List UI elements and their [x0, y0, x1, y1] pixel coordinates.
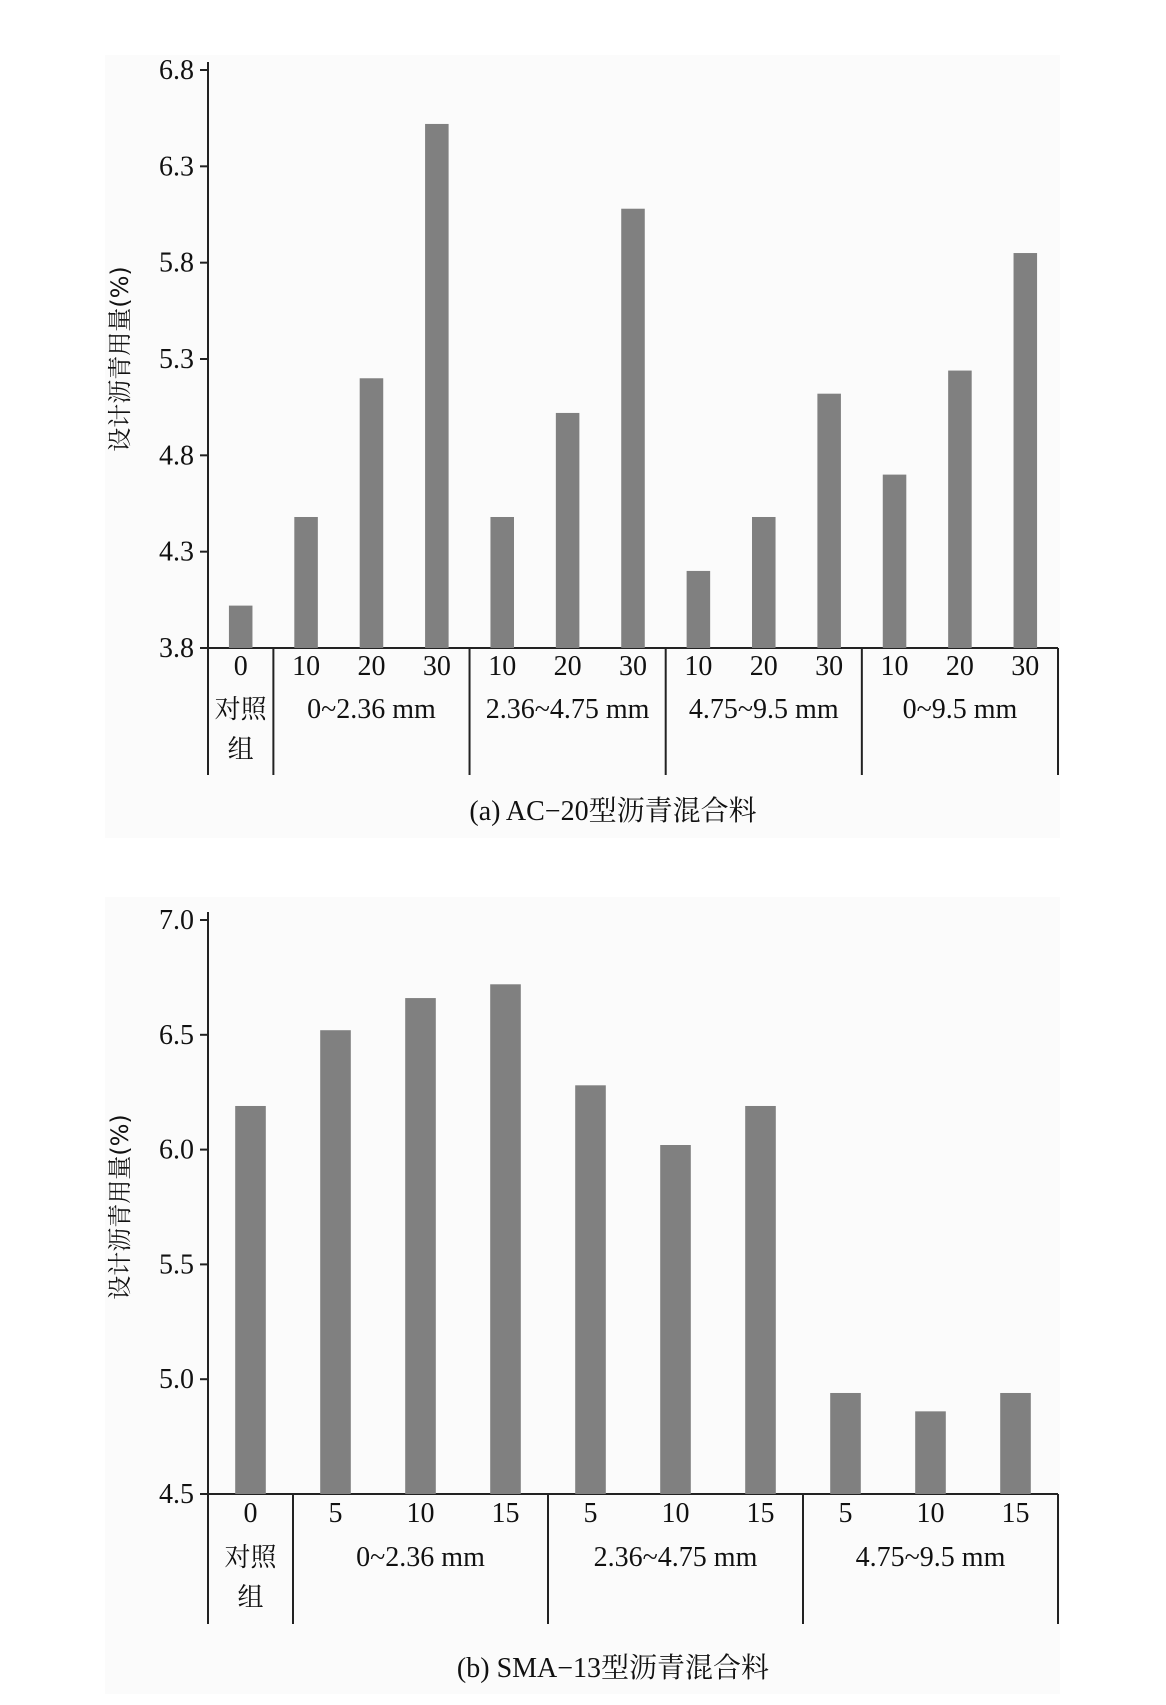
- group-label: 4.75~9.5 mm: [855, 1542, 1006, 1573]
- bar: [490, 984, 521, 1494]
- y-tick-label: 6.8: [159, 55, 194, 86]
- bar: [745, 1106, 776, 1494]
- y-tick-label: 5.0: [159, 1364, 194, 1396]
- bar: [687, 571, 711, 648]
- bar: [360, 378, 384, 648]
- group-label: 对照: [224, 1543, 277, 1573]
- bar: [915, 1411, 946, 1494]
- x-tick-label: 10: [406, 1498, 435, 1529]
- y-axis-title: 设计沥青用量(%): [106, 266, 134, 452]
- group-label: 2.36~4.75 mm: [485, 694, 650, 725]
- x-tick-label: 0: [233, 651, 248, 682]
- group-label: 组: [227, 735, 254, 765]
- group-label: 0~2.36 mm: [307, 694, 436, 725]
- bar: [425, 124, 449, 648]
- group-label: 4.75~9.5 mm: [688, 694, 839, 725]
- y-tick-label: 6.0: [159, 1134, 194, 1166]
- group-label: 0~9.5 mm: [902, 694, 1018, 725]
- x-tick-label: 10: [292, 651, 321, 682]
- x-tick-label: 10: [916, 1498, 945, 1529]
- group-label: 组: [237, 1583, 264, 1613]
- bar: [1014, 253, 1038, 648]
- bar: [830, 1393, 861, 1494]
- bar: [405, 998, 436, 1494]
- chart-a-svg: [0, 0, 1166, 852]
- y-tick-label: 4.3: [159, 536, 194, 568]
- y-tick-label: 7.0: [159, 905, 194, 936]
- chart-caption: (a) AC−20型沥青混合料: [469, 796, 757, 827]
- x-tick-label: 10: [661, 1498, 690, 1529]
- x-tick-label: 15: [1001, 1498, 1030, 1529]
- bar: [621, 209, 645, 648]
- x-tick-label: 20: [749, 651, 778, 682]
- y-tick-label: 4.5: [159, 1479, 194, 1510]
- y-tick-label: 6.5: [159, 1019, 194, 1051]
- bar: [883, 475, 907, 648]
- chart-caption: (b) SMA−13型沥青混合料: [456, 1653, 770, 1684]
- x-tick-label: 30: [422, 651, 451, 682]
- y-tick-label: 6.3: [159, 151, 194, 183]
- x-tick-label: 0: [243, 1498, 258, 1529]
- chart-panel-b: [0, 852, 1166, 1704]
- chart-panel-a: [0, 0, 1166, 852]
- x-tick-label: 30: [815, 651, 844, 682]
- bar: [294, 517, 318, 648]
- bar: [1000, 1393, 1031, 1494]
- y-axis-title: 设计沥青用量(%): [106, 1114, 134, 1300]
- y-tick-label: 5.3: [159, 344, 194, 375]
- x-tick-label: 5: [583, 1498, 598, 1529]
- y-tick-label: 3.8: [159, 633, 194, 664]
- group-label: 0~2.36 mm: [356, 1542, 485, 1573]
- group-label: 对照: [214, 695, 267, 725]
- bar: [556, 413, 580, 648]
- bar: [948, 371, 972, 648]
- x-tick-label: 5: [838, 1498, 853, 1529]
- group-label: 2.36~4.75 mm: [593, 1542, 758, 1573]
- x-tick-label: 10: [488, 651, 517, 682]
- bar: [320, 1030, 351, 1494]
- x-tick-label: 15: [746, 1498, 775, 1529]
- bar: [660, 1145, 691, 1494]
- x-tick-label: 20: [945, 651, 974, 682]
- bar: [817, 394, 841, 648]
- bar: [752, 517, 776, 648]
- x-tick-label: 15: [491, 1498, 520, 1529]
- x-tick-label: 10: [684, 651, 713, 682]
- bar: [229, 606, 253, 648]
- chart-b-svg: [0, 852, 1166, 1704]
- x-tick-label: 5: [328, 1498, 343, 1529]
- y-tick-label: 5.8: [159, 247, 194, 279]
- bar: [575, 1085, 606, 1494]
- bar: [490, 517, 514, 648]
- x-tick-label: 20: [553, 651, 582, 682]
- y-tick-label: 4.8: [159, 440, 194, 472]
- x-tick-label: 10: [880, 651, 909, 682]
- x-tick-label: 20: [357, 651, 386, 682]
- y-tick-label: 5.5: [159, 1249, 194, 1281]
- x-tick-label: 30: [1011, 651, 1040, 682]
- bar: [235, 1106, 266, 1494]
- x-tick-label: 30: [619, 651, 647, 682]
